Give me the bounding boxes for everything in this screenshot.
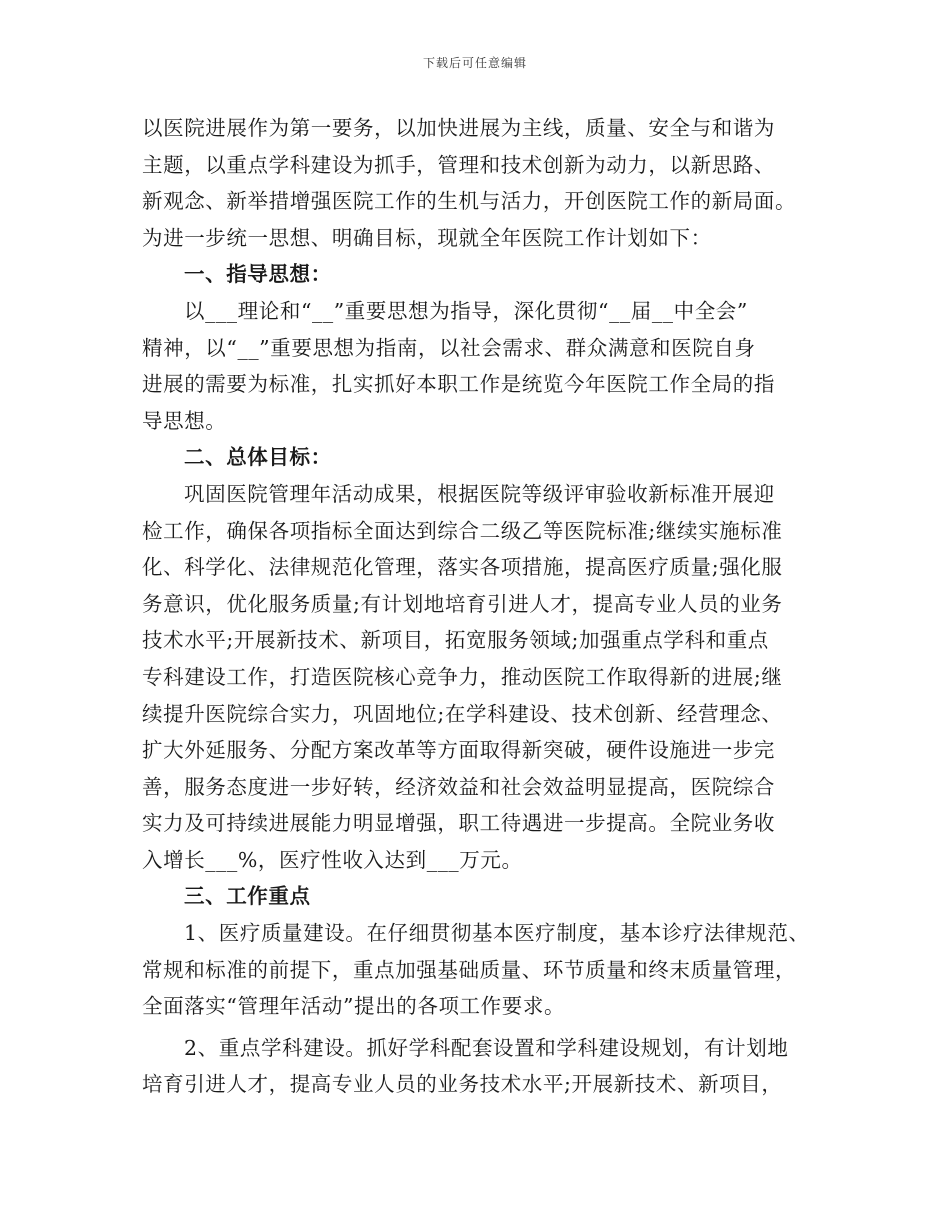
text-line: 全面落实“管理年活动”提出的各项工作要求。: [142, 994, 566, 1019]
text-line: 善，服务态度进一步好转，经济效益和社会效益明显提高，医院综合: [142, 774, 775, 799]
overall-goals-paragraph: [142, 476, 812, 879]
text-line: 常规和标准的前提下，重点加强基础质量、环节质量和终末质量管理，: [142, 957, 797, 982]
header-note: 下载后可任意编辑: [422, 56, 527, 70]
text-line: 培育引进人才，提高专业人员的业务技术水平;开展新技术、新项目，: [142, 1072, 783, 1097]
work-focus-item-1: [142, 915, 812, 1025]
work-focus-item-2: [142, 1030, 812, 1103]
text-line: 精神，以“__”重要思想为指南，以社会需求、群众满意和医院自身: [142, 335, 756, 360]
text-line: 1、医疗质量建设。在仔细贯彻基本医疗制度，基本诊疗法律规范、: [184, 921, 810, 946]
text-line: 入增长___%，医疗性收入达到___万元。: [142, 847, 523, 872]
text-line: 新观念、新举措增强医院工作的生机与活力，开创医院工作的新局面。: [142, 189, 797, 214]
text-line: 以医院进展作为第一要务，以加快进展为主线，质量、安全与和谐为: [142, 116, 775, 140]
text-line: 为进一步统一思想、明确目标，现就全年医院工作计划如下：: [142, 225, 712, 250]
section-heading-guiding-thought: 一、指导思想：: [184, 262, 332, 287]
text-line: 扩大外延服务、分配方案改革等方面取得新突破，硬件设施进一步完: [142, 738, 775, 763]
text-line: 实力及可持续进展能力明显增强，职工待遇进一步提高。全院业务收: [142, 811, 775, 836]
text-line: 化、科学化、法律规范化管理，落实各项措施，提高医疗质量;强化服: [142, 555, 783, 580]
intro-paragraph: [142, 110, 812, 256]
section-heading-overall-goals: 二、总体目标：: [184, 445, 332, 470]
text-line: 导思想。: [142, 408, 227, 433]
text-line: 续提升医院综合实力，巩固地位;在学科建设、技术创新、经营理念、: [142, 701, 783, 726]
text-line: 务意识，优化服务质量;有计划地培育引进人才，提高专业人员的业务: [142, 591, 783, 616]
section-heading-work-focus: 三、工作重点: [184, 884, 311, 909]
text-line: 进展的需要为标准，扎实抓好本职工作是统览今年医院工作全局的指: [142, 372, 775, 397]
text-line: 2、重点学科建设。抓好学科配套设置和学科建设规划，有计划地: [184, 1035, 789, 1060]
text-line: 检工作，确保各项指标全面达到综合二级乙等医院标准;继续实施标准: [142, 518, 783, 543]
text-line: 技术水平;开展新技术、新项目，拓宽服务领域;加强重点学科和重点: [142, 628, 769, 653]
text-line: 以___理论和“__”重要思想为指导，深化贯彻“__届__中全会”: [184, 298, 748, 323]
text-line: 主题，以重点学科建设为抓手，管理和技术创新为动力，以新思路、: [142, 152, 775, 177]
guiding-thought-paragraph: [142, 293, 812, 439]
text-line: 巩固医院管理年活动成果，根据医院等级评审验收新标准开展迎: [184, 481, 775, 506]
text-line: 专科建设工作，打造医院核心竞争力，推动医院工作取得新的进展;继: [142, 664, 783, 689]
document-body: [142, 110, 812, 1103]
